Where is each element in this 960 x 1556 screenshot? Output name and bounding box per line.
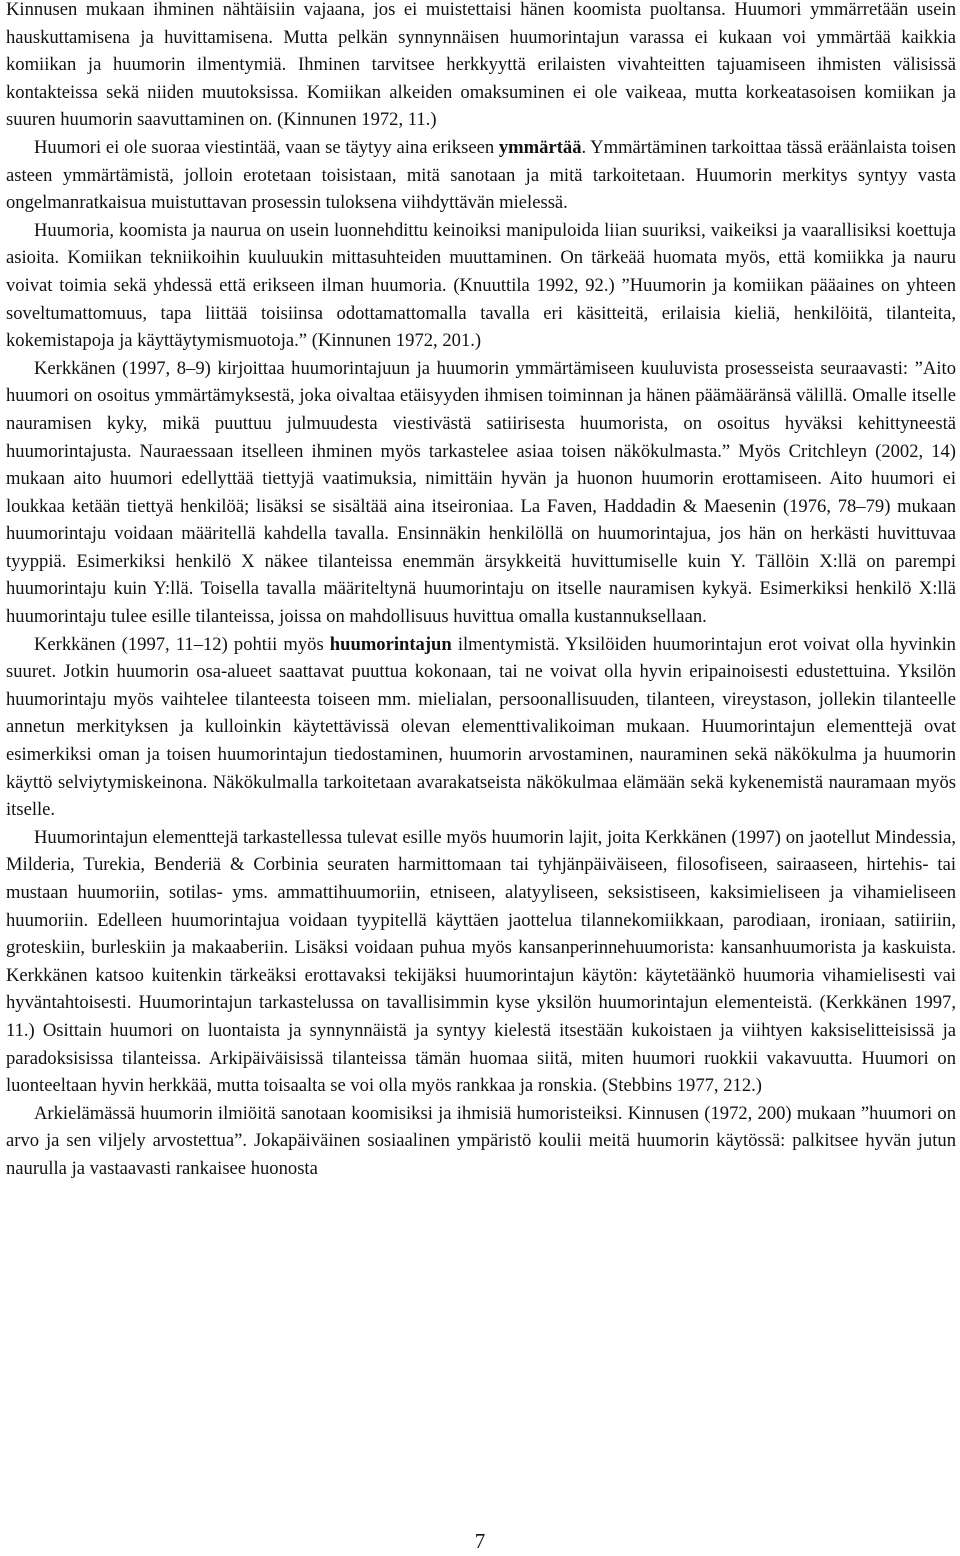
paragraph-2 xyxy=(6,134,956,217)
paragraph-6 xyxy=(6,824,956,1100)
paragraph-text: Huumoria, koomista ja naurua on usein luonnehdittu keinoiksi manipuloida liian suuriksi, vaikeiksi ja vaarallisiksi koettuja asioita. Komiikan tekniikoihin kuuluukin mittasuhteiden muuttaminen. On tärkeää huomata myös, että komiikka ja nauru voivat toimia sekä yhdessä että erikseen ilman huumoria. (Knuuttila 1992, 92.) ”Huumorin ja komiikan pääaines on yhteen soveltumattomuus, tapa liittää toisiinsa odottamattomalla tavalla eri käsitteitä, erilaisia kieliä, henkilöitä, tilanteita, kokemistapoja ja käyttäytymismuotoja.” (Kinnunen 1972, 201.) xyxy=(6,219,956,352)
bold-term-ymmartaa: ymmärtää xyxy=(498,136,582,158)
paragraph-text: Kinnusen mukaan ihminen nähtäisiin vajaana, jos ei muistettaisi hänen koomista puoltansa. Huumori ymmärretään usein hauskuttamisena ja huvittamisena. Mutta pelkän synnynnäisen huumorintajun varassa ei kukaan voi ymmärtää kaikkia komiikan ja huumorin ilmentymiä. Ihminen tarvitsee herkkyyttä erilaisten vivahteitten tajuamiseen ihmisten välisissä kontakteissa sekä niiden muutoksissa. Komiikan alkeiden omaksuminen ei ole vaikeaa, mutta korkeatasoisen komiikan ja suuren huumorin saavuttaminen on. (Kinnunen 1972, 11.) xyxy=(6,0,956,131)
paragraph-5 xyxy=(6,631,956,824)
paragraph-4 xyxy=(6,355,956,631)
paragraph-text: ilmentymistä. Yksilöiden huumorintajun erot voivat olla hyvinkin suuret. Jotkin huumorin osa-alueet saattavat puuttua kokonaan, tai ne voivat olla hyvin eripainoisesti edustettuina. Yksilön huumorintaju myös vaihtelee tilanteesta toiseen mm. mielialan, persoonallisuuden, tilanteen, vireystason, jollekin tilanteelle annetun merkityksen ja kulloinkin käytettävissä olevan elementtivalikoiman mukaan. Huumorintajun elementtejä ovat esimerkiksi oman ja toisen huumorintajun tiedostaminen, huumorin arvostaminen, nauraminen sekä näkökulma ja huumorin käyttö selviytymiskeinona. Näkökulmalla tarkoitetaan avarakatseista näkökulmaa elämään sekä kykenemistä nauramaan myös itselle. xyxy=(6,633,956,821)
paragraph-7 xyxy=(6,1100,956,1183)
paragraph-text: Huumori ei ole suoraa viestintää, vaan se täytyy aina erikseen xyxy=(34,136,499,158)
paragraph-text: Kerkkänen (1997, 8–9) kirjoittaa huumorintajuun ja huumorin ymmärtämiseen kuuluvista prosesseista seuraavasti: ”Aito huumori on osoitus ymmärtämyksestä, joka oivaltaa etäisyyden ihmisen toiminnan ja hänen päämääränsä välillä. Omalle itselle nauramisen kyky, mikä puuttuu julmuudesta viestivästä satiirisesta huumorista, on osoitus hyväksi kehittyneestä huumorintajusta. Nauraessaan itselleen ihminen myös tarkastelee asiaa toisen näkökulmasta.” Myös Critchleyn (2002, 14) mukaan aito huumori edellyttää tiettyjä vaatimuksia, nimittäin hyvän ja huonon huumorin erottamiseen. Aito huumori ei loukkaa ketään tiettyä henkilöä; lisäksi se sisältää aina itseironiaa. La Faven, Haddadin & Maesenin (1976, 78–79) mukaan huumorintaju voidaan määritellä kahdella tavalla. Ensinnäkin henkilöllä on huumorintajua, jos hän on herkästi huvittuvaa tyyppiä. Esimerkiksi henkilö X näkee tilanteissa enemmän ärsykkeitä huvittumiselle kuin Y. Tällöin X:llä on parempi huumorintaju kuin Y:llä. Toisella tavalla määriteltynä huumorintaju on itselle nauramisen kykyä. Esimerkiksi henkilö X:llä huumorintaju tulee esille tilanteissa, joissa on mahdollisuus huvittua omalla kustannuksellaan. xyxy=(6,357,956,628)
bold-term-huumorintajun: huumorintajun xyxy=(329,633,452,655)
paragraph-text: Arkielämässä huumorin ilmiöitä sanotaan koomisiksi ja ihmisiä humoristeiksi. Kinnusen (1972, 200) mukaan ”huumori on arvo ja sen viljely arvostettua”. Jokapäiväinen sosiaalinen ympäristö koulii meitä huumorin käytössä: palkitsee hyvän jutun naurulla ja vastaavasti rankaisee huonosta xyxy=(6,1102,956,1179)
paragraph-text: . Ymmärtäminen tarkoittaa tässä eräänlaista toisen asteen ymmärtämistä, jolloin erotetaan toisistaan, mitä sanotaan ja mitä tarkoitetaan. Huumorin merkitys syntyy vasta ongelmanratkaisua muistuttavan prosessin tuloksena viihdyttävän mielessä. xyxy=(6,136,956,214)
paragraph-text: Huumorintajun elementtejä tarkastellessa tulevat esille myös huumorin lajit, joita Kerkkänen (1997) on jaotellut Mindessia, Milderia, Turekia, Benderiä & Corbinia seuraten harmittomaan tai tyhjänpäiväiseen, filosofiseen, sairaaseen, hirtehis- tai mustaan huumoriin, sotilas- yms. ammattihuumoriin, etniseen, alatyyliseen, seksistiseen, kaksimieliseen ja vihamieliseen huumoriin. Edelleen huumorintajua voidaan tyypitellä käyttäen jaottelua tilannekomiikkaan, parodiaan, ironiaan, satiiriin, groteskiin, burleskiin ja makaaberiin. Lisäksi voidaan puhua myös kansanperinnehuumorista: kansanhuumorista ja kaskuista. Kerkkänen katsoo kuitenkin tärkeäksi erottavaksi tekijäksi huumorintajun käytön: käytetäänkö huumoria vihamielisesti vai hyväntahtoisesti. Huumorintajun tarkastelussa on tavallisimmin kyse yksilön huumorintajun elementeistä. (Kerkkänen 1997, 11.) Osittain huumori on luontaista ja synnynnäistä ja syntyy kielestä itsestään kukoistaen ja viihtyen kaksiselitteisissä ja paradoksisissa tilanteissa. Arkipäiväisissä tilanteissa tämän huomaa siitä, miten huumori ruokkii vakavuutta. Huumori on luonteeltaan hyvin herkkää, mutta toisaalta se voi olla myös rankkaa ja ronskia. (Stebbins 1977, 212.) xyxy=(6,826,956,1097)
paragraph-1 xyxy=(6,0,956,134)
paragraph-3 xyxy=(6,217,956,355)
document-body xyxy=(6,0,956,1183)
page-number: 7 xyxy=(474,1529,486,1553)
paragraph-text: Kerkkänen (1997, 11–12) pohtii myös xyxy=(34,633,330,655)
